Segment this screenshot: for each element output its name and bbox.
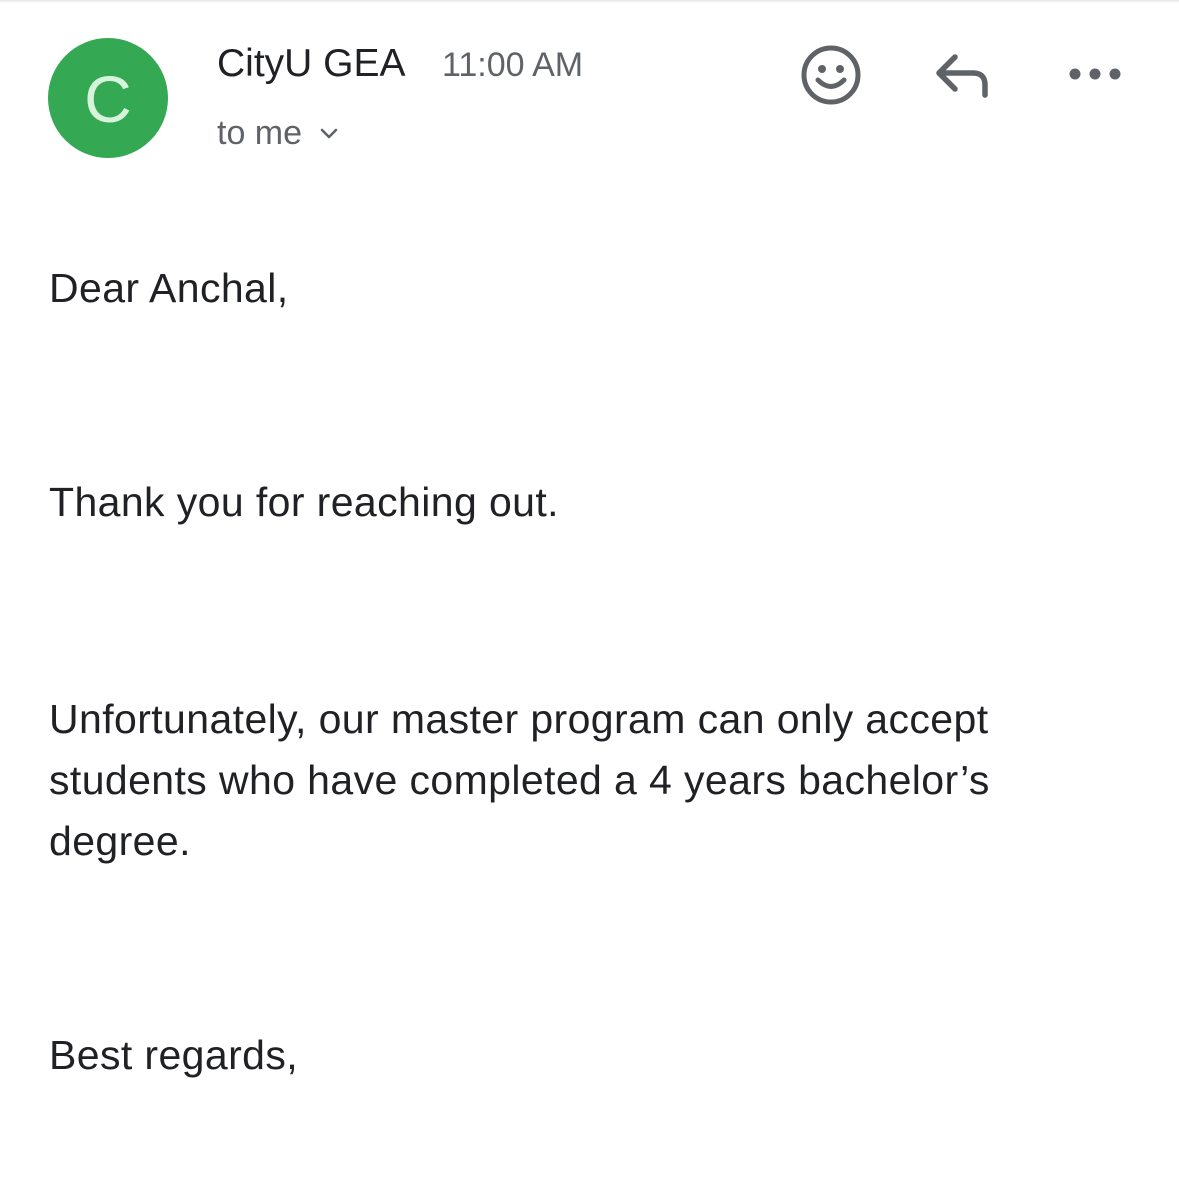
- add-reaction-button[interactable]: [794, 38, 868, 112]
- smiley-icon: [799, 43, 863, 107]
- message-time: 11:00 AM: [442, 46, 584, 84]
- message-greeting: Dear Anchal,: [49, 265, 289, 311]
- more-options-button[interactable]: [1060, 44, 1130, 104]
- chevron-down-icon: [316, 121, 342, 147]
- recipient-details-toggle[interactable]: [217, 114, 342, 153]
- reply-icon: [933, 51, 993, 99]
- more-horizontal-icon: [1067, 66, 1123, 82]
- message-signoff: Best regards,: [49, 1032, 299, 1078]
- reply-button[interactable]: [926, 40, 1000, 110]
- message-header: [0, 0, 1179, 180]
- sender-name[interactable]: CityU GEA: [217, 42, 406, 85]
- message-paragraph: Unfortunately, our master program can only accept students who have completed a 4 years bachelor’s degree.: [49, 696, 990, 864]
- message-paragraph: Thank you for reaching out.: [49, 479, 559, 525]
- recipient-label: to me: [217, 114, 303, 152]
- sender-avatar[interactable]: [48, 38, 168, 158]
- avatar-letter: C: [84, 62, 132, 136]
